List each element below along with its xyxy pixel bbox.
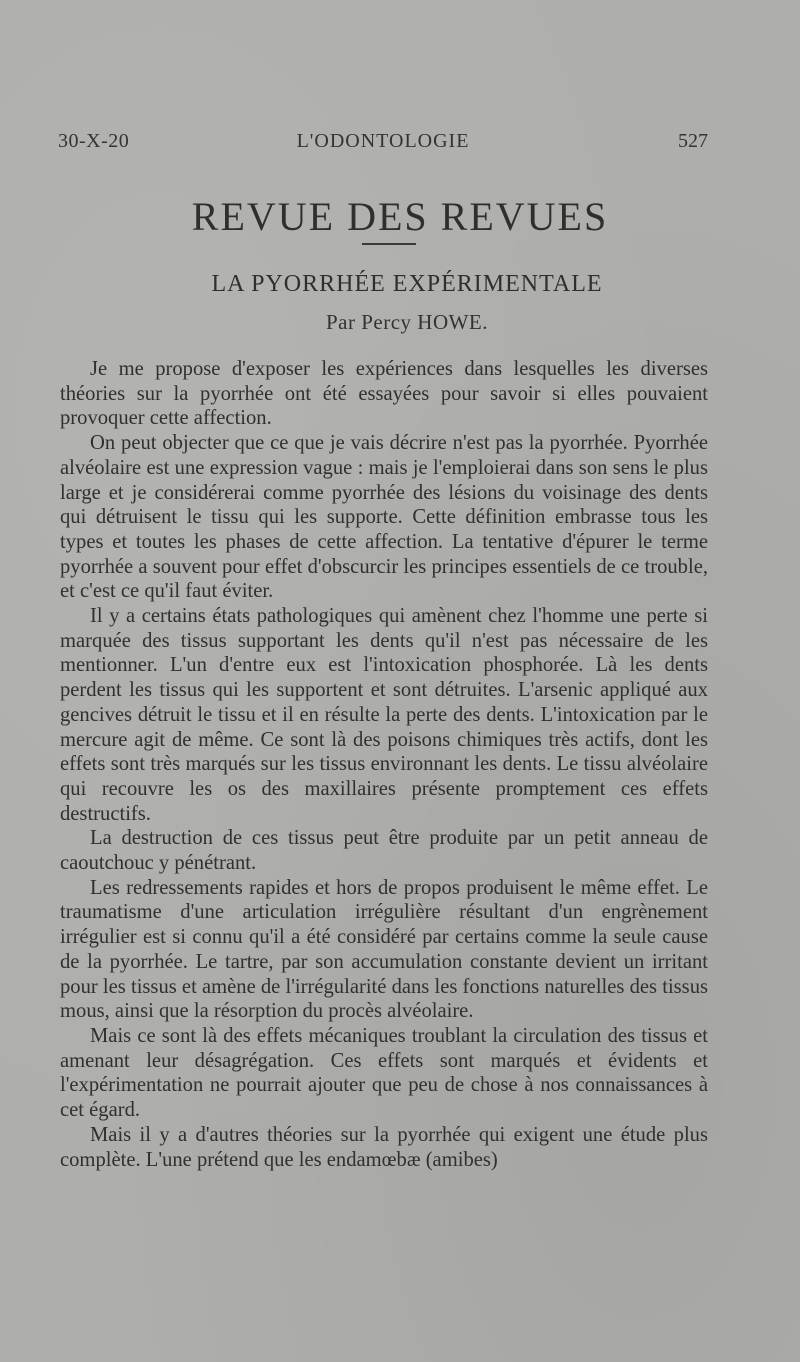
- journal-title: L'ODONTOLOGIE: [296, 130, 470, 152]
- byline: Par Percy HOWE.: [325, 310, 489, 334]
- paragraph: On peut objecter que ce que je vais décrire n'est pas la pyorrhée. Pyorrhée alvéolaire est une expression vague : mais je l'emploierai dans son sens le plus large et je considérerai comme pyorrhée des lésions du voisinage des dents qui détruisent le tissu qui les supporte. Cette définition embrasse tous les types et toutes les phases de cette affection. La tentative d'épurer le terme pyorrhée a souvent pour effet d'obscurcir les principes essentiels de ce trouble, et c'est ce qu'il faut éviter.: [60, 432, 708, 603]
- page-number: 527: [678, 130, 708, 152]
- paragraph: Mais il y a d'autres théories sur la pyorrhée qui exigent une étude plus complète. L'une prétend que les endamœbæ (amibes): [60, 1123, 708, 1171]
- running-head: [58, 130, 708, 160]
- section-title: REVUE DES REVUES: [191, 194, 609, 239]
- article-title: LA PYORRHÉE EXPÉRIMENTALE: [211, 271, 603, 297]
- paragraph: Je me propose d'exposer les expériences dans lesquelles les diverses théories sur la pyorrhée ont été essayées pour savoir si elles pouvaient provoquer cette affection.: [60, 358, 708, 430]
- title-divider: [362, 243, 416, 245]
- paragraph: Les redressements rapides et hors de propos produisent le même effet. Le traumatisme d'une articulation irrégulière résultant d'un engrènement irrégulier est si connu qu'il a été considéré par certains comme la seule cause de la pyorrhée. Le tartre, par son accumulation constante devient un irritant pour les tissus et amène de l'irrégularité dans les fonctions naturelles des tissus mous, ainsi que la résorption du procès alvéolaire.: [60, 876, 708, 1023]
- issue-date: 30-X-20: [58, 130, 130, 152]
- paragraph: Mais ce sont là des effets mécaniques troublant la circulation des tissus et amenant leur désagrégation. Ces effets sont marqués et évidents et l'expérimentation ne pourrait ajouter que peu de chose à nos connaissances à cet égard.: [60, 1024, 708, 1122]
- paragraph: La destruction de ces tissus peut être produite par un petit anneau de caoutchouc y pénétrant.: [60, 827, 708, 875]
- paragraph: Il y a certains états pathologiques qui amènent chez l'homme une perte si marquée des tissus supportant les dents qu'il n'est pas nécessaire de les mentionner. L'un d'entre eux est l'intoxication phosphorée. Là les dents perdent les tissus qui les supportent et sont détruites. L'arsenic appliqué aux gencives détruit le tissu et il en résulte la perte des dents. L'intoxication par le mercure agit de même. Ce sont là des poisons chimiques très actifs, dont les effets sont très marqués sur les tissus environnant les dents. Le tissu alvéolaire qui recouvre les os des maxillaires présente promptement ces effets destructifs.: [60, 605, 708, 825]
- article-body: [60, 357, 708, 1172]
